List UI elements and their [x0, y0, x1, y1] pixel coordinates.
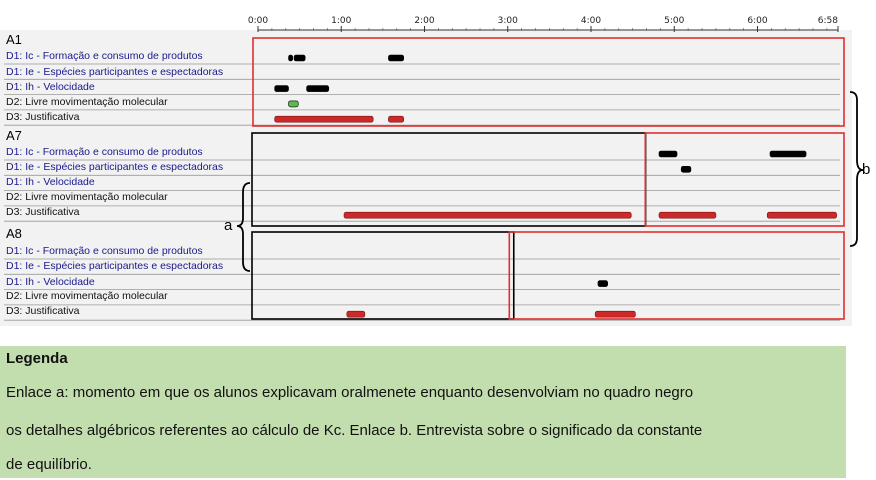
legend-line-3: de equilíbrio.	[6, 456, 92, 473]
row-label-a7-d2: D2: Livre movimentação molecular	[6, 191, 168, 203]
legend-box	[0, 346, 846, 478]
time-tick-label-0: 0:00	[247, 16, 269, 26]
event-a8-row2-0	[598, 281, 608, 287]
row-label-a8-ic: D1: Ic - Formação e consumo de produtos	[6, 245, 203, 257]
event-a1-row2-1	[307, 86, 329, 92]
row-label-a1-ic: D1: Ic - Formação e consumo de produtos	[6, 50, 203, 62]
time-tick-label-7: 6:58	[817, 16, 838, 26]
group-label-a8: A8	[6, 226, 22, 241]
time-tick-label-2: 2:00	[414, 16, 435, 26]
row-label-a1-d3: D3: Justificativa	[6, 111, 80, 123]
row-label-a7-ih: D1: Ih - Velocidade	[6, 176, 95, 188]
brace-label-a: a	[224, 217, 233, 234]
event-a1-row0-0	[289, 55, 293, 61]
row-label-a8-d2: D2: Livre movimentação molecular	[6, 290, 168, 302]
event-a1-row2-0	[275, 86, 289, 92]
legend-line-2: os detalhes algébricos referentes ao cálculo de Kc. Enlace b. Entrevista sobre o significado da constante	[6, 422, 703, 439]
event-a1-row4-0	[275, 116, 374, 122]
brace-label-b: b	[862, 161, 871, 178]
row-label-a7-ic: D1: Ic - Formação e consumo de produtos	[6, 146, 203, 158]
event-a7-row0-1	[770, 151, 806, 157]
event-a1-row3-0	[289, 101, 299, 107]
row-label-a7-ie: D1: Ie - Espécies participantes e espectadoras	[6, 161, 224, 173]
row-label-a8-ih: D1: Ih - Velocidade	[6, 276, 95, 288]
event-a7-row4-0	[344, 212, 631, 218]
event-a8-row4-1	[595, 311, 635, 317]
group-label-a1: A1	[6, 32, 22, 47]
event-a7-row4-2	[767, 212, 836, 218]
time-tick-label-1: 1:00	[331, 16, 352, 26]
event-a1-row4-1	[388, 116, 403, 122]
row-label-a8-ie: D1: Ie - Espécies participantes e espectadoras	[6, 260, 224, 272]
time-tick-label-5: 5:00	[664, 16, 685, 26]
row-label-a1-ie: D1: Ie - Espécies participantes e espectadoras	[6, 66, 224, 78]
time-tick-label-3: 3:00	[497, 16, 518, 26]
event-a1-row0-1	[294, 55, 305, 61]
legend-line-1: Enlace a: momento em que os alunos explicavam oralmenete enquanto desenvolviam no quadro negro	[6, 384, 694, 401]
row-label-a7-d3: D3: Justificativa	[6, 206, 80, 218]
event-a7-row4-1	[659, 212, 716, 218]
event-a8-row4-0	[347, 311, 365, 317]
time-tick-label-4: 4:00	[580, 16, 602, 26]
group-label-a7: A7	[6, 128, 22, 143]
event-a7-row1-0	[681, 166, 691, 172]
row-label-a8-d3: D3: Justificativa	[6, 305, 80, 317]
event-a7-row0-0	[659, 151, 677, 157]
row-label-a1-ih: D1: Ih - Velocidade	[6, 81, 95, 93]
legend-title: Legenda	[6, 350, 68, 367]
event-a1-row0-2	[388, 55, 403, 61]
time-tick-label-6: 6:00	[747, 16, 768, 26]
row-label-a1-d2: D2: Livre movimentação molecular	[6, 96, 168, 108]
